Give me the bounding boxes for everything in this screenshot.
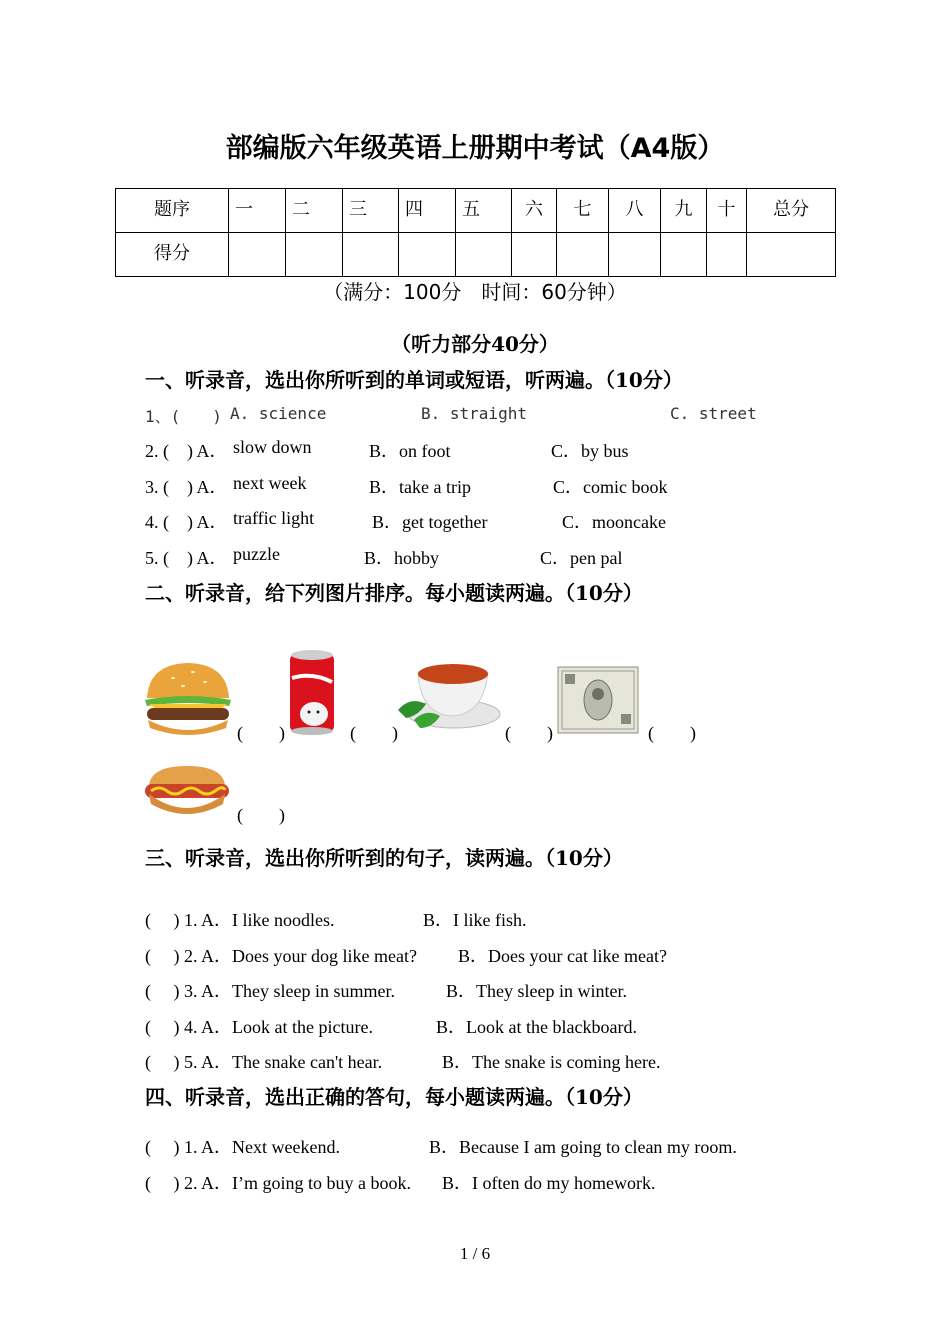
- page-title: 部编版六年级英语上册期中考试（A4版）: [225, 133, 725, 164]
- s3-item1-option-b: B．I like fish.: [423, 910, 527, 930]
- section2-title: 二、听录音，给下列图片排序。每小题读两遍。（10分）: [145, 581, 643, 605]
- s3-item4-option-b: B．Look at the blackboard.: [436, 1017, 637, 1037]
- score-table-header-row: [116, 189, 836, 233]
- section3-title: 三、听录音，选出你所听到的句子，读两遍。（10分）: [145, 846, 623, 870]
- header-cell-4: 四: [399, 189, 456, 233]
- q5-option-c: C．pen pal: [540, 548, 623, 568]
- score-table-score-row: [116, 233, 836, 277]
- score-cell: [456, 233, 512, 277]
- s3-item5-option-b: B．The snake is coming here.: [442, 1052, 661, 1072]
- q1-option-a: A. science: [230, 404, 327, 423]
- s3-item4-option-a: ( ) 4. A．Look at the picture.: [145, 1017, 373, 1037]
- header-cell-1: 一: [229, 189, 286, 233]
- s4-item1-option-a: ( ) 1. A．Next weekend.: [145, 1137, 340, 1157]
- header-cell-total: 总分: [747, 189, 836, 233]
- listening-part-heading: （听力部分40分）: [391, 332, 559, 356]
- page-number: 1 / 6: [459, 1244, 491, 1263]
- score-cell: [399, 233, 456, 277]
- s4-item2-option-a: ( ) 2. A．I’m going to buy a book.: [145, 1173, 411, 1193]
- score-cell: [661, 233, 707, 277]
- q2-option-c: C．by bus: [551, 441, 629, 461]
- q2-option-b: B．on foot: [369, 441, 451, 461]
- q4-option-a: traffic light: [233, 508, 315, 528]
- hot-dog-icon: [143, 760, 231, 820]
- header-cell-10: 十: [707, 189, 747, 233]
- score-table: [115, 188, 836, 277]
- score-cell: [286, 233, 343, 277]
- score-cell: [707, 233, 747, 277]
- hamburger-icon: [143, 660, 233, 738]
- q5-option-a: puzzle: [233, 544, 280, 564]
- q1-option-b: B. straight: [421, 404, 527, 423]
- row-label-score: 得分: [116, 233, 229, 277]
- picture2-answer-bracket: ( ): [350, 723, 398, 743]
- q5-option-b: B．hobby: [364, 548, 440, 568]
- picture4-answer-bracket: ( ): [648, 723, 696, 743]
- score-cell: [343, 233, 399, 277]
- dollar-bill-icon: [557, 666, 639, 734]
- score-cell: [229, 233, 286, 277]
- score-cell: [512, 233, 557, 277]
- score-cell: [747, 233, 836, 277]
- exam-info: （满分：100分 时间：60分钟）: [323, 280, 627, 304]
- q5-number: 5. ( ) A．: [145, 548, 228, 568]
- q3-option-c: C．comic book: [553, 477, 668, 497]
- picture3-answer-bracket: ( ): [505, 723, 553, 743]
- q4-option-b: B．get together: [372, 512, 488, 532]
- s3-item3-option-b: B．They sleep in winter.: [446, 981, 627, 1001]
- header-cell-5: 五: [456, 189, 512, 233]
- s4-item1-option-b: B．Because I am going to clean my room.: [429, 1137, 737, 1157]
- header-cell-order: 题序: [116, 189, 229, 233]
- score-cell: [609, 233, 661, 277]
- q1-number: 1、( ): [145, 407, 222, 426]
- s3-item5-option-a: ( ) 5. A．The snake can't hear.: [145, 1052, 383, 1072]
- s3-item1-option-a: ( ) 1. A．I like noodles.: [145, 910, 335, 930]
- q2-option-a: slow down: [233, 437, 312, 457]
- q3-option-b: B．take a trip: [369, 477, 471, 497]
- header-cell-6: 六: [512, 189, 557, 233]
- header-cell-8: 八: [609, 189, 661, 233]
- picture5-answer-bracket: ( ): [237, 805, 285, 825]
- section4-title: 四、听录音，选出正确的答句，每小题读两遍。（10分）: [145, 1085, 643, 1109]
- q4-option-c: C．mooncake: [562, 512, 666, 532]
- header-cell-7: 七: [557, 189, 609, 233]
- section1-title: 一、听录音，选出你所听到的单词或短语，听两遍。（10分）: [145, 368, 683, 392]
- s3-item2-option-b: B．Does your cat like meat?: [458, 946, 667, 966]
- q3-option-a: next week: [233, 473, 307, 493]
- s3-item3-option-a: ( ) 3. A．They sleep in summer.: [145, 981, 395, 1001]
- q2-number: 2. ( ) A．: [145, 441, 228, 461]
- tea-cup-icon: [396, 652, 502, 736]
- header-cell-2: 二: [286, 189, 343, 233]
- q4-number: 4. ( ) A．: [145, 512, 228, 532]
- score-cell: [557, 233, 609, 277]
- header-cell-9: 九: [661, 189, 707, 233]
- cola-can-icon: [286, 648, 338, 736]
- q1-option-c: C. street: [670, 404, 757, 423]
- picture1-answer-bracket: ( ): [237, 723, 285, 743]
- q3-number: 3. ( ) A．: [145, 477, 228, 497]
- header-cell-3: 三: [343, 189, 399, 233]
- s4-item2-option-b: B．I often do my homework.: [442, 1173, 656, 1193]
- s3-item2-option-a: ( ) 2. A．Does your dog like meat?: [145, 946, 417, 966]
